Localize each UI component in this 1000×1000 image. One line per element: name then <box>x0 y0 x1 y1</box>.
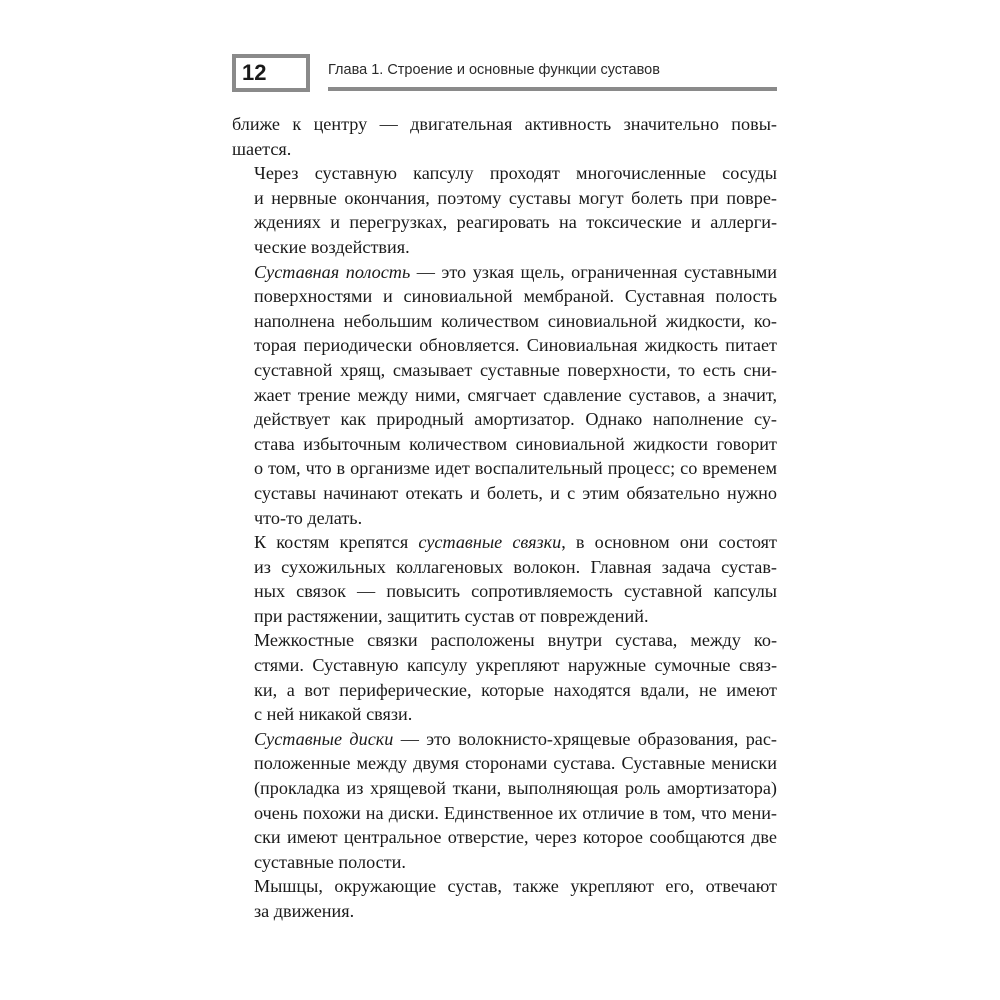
running-header <box>232 54 777 96</box>
text-line: Мышцы, окружающие сустав, также укрепляют его, отвечают <box>254 876 777 897</box>
text-line: за движения. <box>254 901 355 921</box>
text-line: ждениях и перегрузках, реагировать на токсические и аллерги- <box>254 212 777 233</box>
text-line: Суставные диски — это волокнисто-хрящевые образования, рас- <box>254 728 777 749</box>
text-line: Межкостные связки расположены внутри сустава, между ко- <box>254 630 777 651</box>
text-line: ки, а вот периферические, которые находятся вдали, не имеют <box>254 679 777 700</box>
text-line: что-то делать. <box>254 507 363 528</box>
text-line: К костям крепятся суставные связки, в основном они состоят <box>254 532 777 553</box>
text-line: суставные полости. <box>254 851 406 872</box>
text-line: из сухожильных коллагеновых волокон. Главная задача сустав- <box>254 556 777 577</box>
text-line: суставной хрящ, смазывает суставные поверхности, то есть сни- <box>254 359 777 380</box>
term-italic: суставные связки <box>418 532 562 553</box>
text-line: очень похожи на диски. Единственное их отличие в том, что мени- <box>254 802 777 823</box>
text-line: при растяжении, защитить сустав от повреждений. <box>254 605 649 626</box>
body-text <box>232 112 777 924</box>
text-line: шается. <box>232 138 292 159</box>
text-line: ближе к центру — двигательная активность значительно повы- <box>232 114 777 134</box>
paragraph <box>232 112 777 161</box>
term-italic: Суставная полость <box>254 261 411 282</box>
text-line: ных связок — повысить сопротивляемость суставной капсулы <box>254 581 777 602</box>
text-line: с ней никакой связи. <box>254 704 413 725</box>
term-italic: Суставные диски <box>254 728 394 749</box>
text-line: положенные между двумя сторонами сустава. Суставные мениски <box>254 753 777 774</box>
paragraph <box>232 530 777 628</box>
text-line: суставы начинают отекать и болеть, и с этим обязательно нужно <box>254 482 777 503</box>
text-line: жает трение между ними, смягчает сдавление суставов, а значит, <box>254 384 777 405</box>
text-line: поверхностями и синовиальной мембраной. Суставная полость <box>254 286 777 307</box>
text-line: и нервные окончания, поэтому суставы могут болеть при повре- <box>254 187 777 208</box>
text-line: Суставная полость — это узкая щель, ограниченная суставными <box>254 261 777 282</box>
paragraph <box>232 874 777 923</box>
paragraph <box>232 628 777 726</box>
chapter-title: Глава 1. Строение и основные функции суставов <box>328 62 660 78</box>
text-line: ческие воздействия. <box>254 236 410 257</box>
text-line: торая периодически обновляется. Синовиальная жидкость питает <box>254 335 777 356</box>
text-line: о том, что в организме идет воспалительный процесс; со временем <box>254 458 777 479</box>
header-rule <box>328 87 777 91</box>
text-line: действует как природный амортизатор. Однако наполнение су- <box>254 409 777 430</box>
text-line: наполнена небольшим количеством синовиальной жидкости, ко- <box>254 310 777 331</box>
page-number: 12 <box>232 54 310 92</box>
text-line: Через суставную капсулу проходят многочисленные сосуды <box>254 163 777 184</box>
text-line: (прокладка из хрящевой ткани, выполняющая роль амортизатора) <box>254 778 777 799</box>
paragraph <box>232 727 777 875</box>
text-line: ски имеют центральное отверстие, через которое сообщаются две <box>254 827 777 848</box>
text-line: стями. Суставную капсулу укрепляют наружные сумочные связ- <box>254 655 777 676</box>
paragraph <box>232 161 777 259</box>
paragraph <box>232 260 777 531</box>
text-line: става избыточным количеством синовиальной жидкости говорит <box>254 433 777 454</box>
